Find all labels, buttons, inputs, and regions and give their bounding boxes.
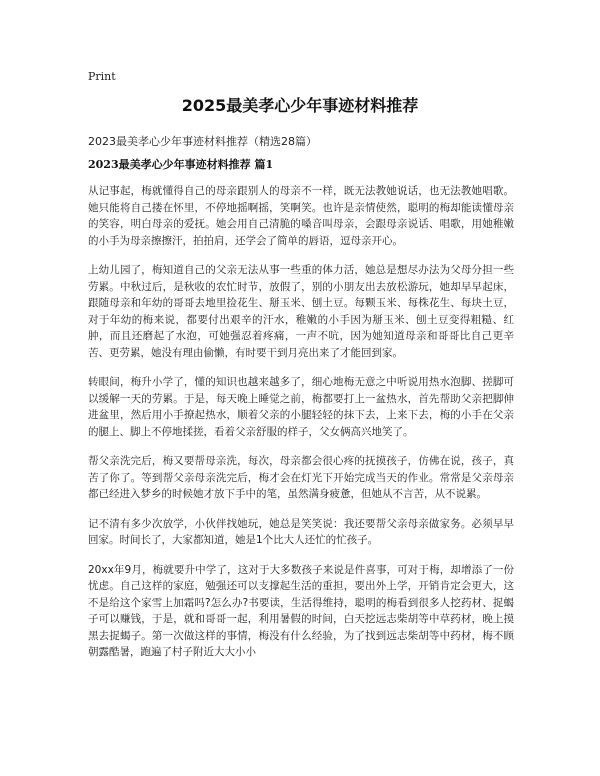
paragraph-4: 帮父亲洗完后，梅又要帮母亲洗，每次，母亲都会很心疼的抚摸孩子，仿佛在说，孩子，真苦了你了。等到帮父亲母亲洗完后，梅才会在灯光下开始完成当天的作业。常常是父亲母亲都已经进入梦乡的时候她才放下手中的笔，虽然满身疲惫，但她从不言苦，从不说累。 (88, 455, 514, 500)
document-subtitle: 2023最美孝心少年事迹材料推荐（精选28篇） (88, 135, 317, 148)
paragraph-1: 从记事起，梅就懂得自己的母亲跟别人的母亲不一样，既无法教她说话，也无法教她唱歌。她只能将自己搂在怀里，不停地摇啊摇，笑啊笑。也许是亲情使然，聪明的梅却能读懂母亲的笑容，明白母亲的爱抚。她会用自己清脆的嗓音叫母亲，会跟母亲说话、唱歌，用她稚嫩的小手为母亲擦擦汗，拍拍肩，还学会了简单的唇语，逗母亲开心。 (88, 185, 514, 247)
paragraph-3: 转眼间，梅升小学了，懂的知识也越来越多了，细心地梅无意之中听说用热水泡脚、搓脚可以缓解一天的劳累。于是，每天晚上睡觉之前，梅都要打上一盆热水，首先帮助父亲把脚伸进盆里，然后用小手撩起热水，顺着父亲的小腿轻轻的抹下去，上来下去，梅的小手在父亲的腿上、脚上不停地揉搓，看着父亲舒服的样子，父女俩高兴地笑了。 (88, 376, 514, 438)
article-body (88, 183, 514, 674)
document-title: 2025最美孝心少年事迹材料推荐 (181, 96, 419, 115)
print-link[interactable]: Print (88, 70, 116, 83)
paragraph-5: 记不清有多少次放学，小伙伴找她玩，她总是笑笑说：我还要帮父亲母亲做家务。必须早早回家。时间长了，大家都知道，她是1个比大人还忙的忙孩子。 (88, 517, 514, 546)
paragraph-2: 上幼儿园了，梅知道自己的父亲无法从事一些重的体力活，她总是想尽办法为父母分担一些劳累。中秋过后，是秋收的农忙时节，放假了，别的小朋友出去放松游玩，她却早早起床，跟随母亲和年幼的哥哥去地里捡花生、掰玉米、刨土豆。每颗玉米、每株花生、每块土豆，对于年幼的梅来说，都要付出艰辛的汗水，稚嫩的小手因为掰玉米、刨土豆变得粗糙、红肿，而且还磨起了水泡，可她强忍着疼痛，一声不吭，因为她知道母亲和哥哥比自己更辛苦、更劳累，她没有理由偷懒，有时要干到月亮出来了才能回到家。 (88, 264, 514, 359)
paragraph-6: 20xx年9月，梅就要升中学了，这对于大多数孩子来说是件喜事，可对于梅，却增添了一份忧虑。自己这样的家庭，勉强还可以支撑起生活的重担，要出外上学，开销肯定会更大，这不是给这个家雪上加霜吗?怎么办?书要读，生活得维持，聪明的梅看到很多人挖药材、捉蝎子可以赚钱，于是，就和哥哥一起，利用暑假的时间，白天挖远志柴胡等中草药材，晚上摸黑去捉蝎子。第一次做这样的事情，梅没有什么经验，为了找到远志柴胡等中药材，梅不顾朝露酷暑，跑遍了村子附近大大小小 (88, 563, 514, 658)
section-heading: 2023最美孝心少年事迹材料推荐 篇1 (88, 158, 274, 171)
